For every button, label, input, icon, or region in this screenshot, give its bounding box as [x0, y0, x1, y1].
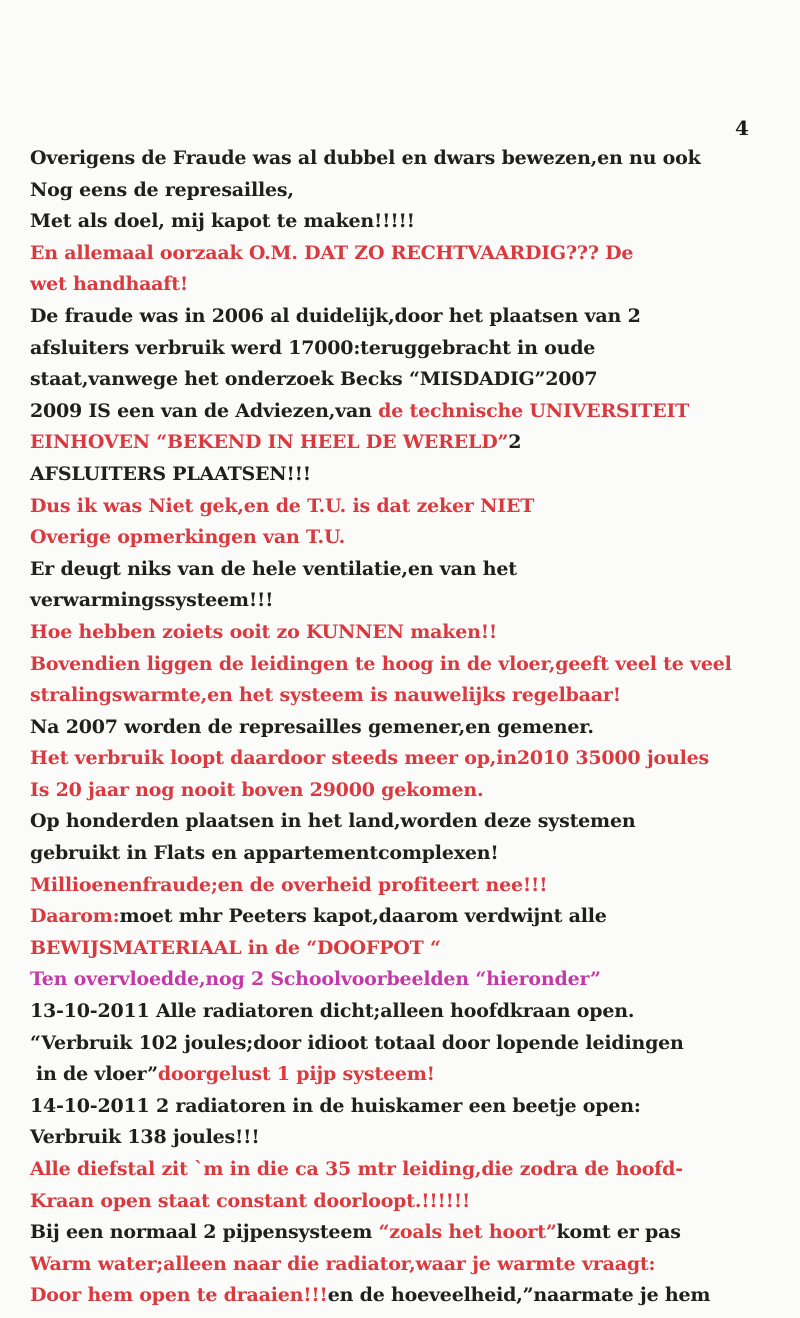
text-line — [30, 1028, 790, 1060]
text-line — [30, 1091, 790, 1123]
text-segment: Door hem open te draaien!!! — [30, 1284, 328, 1307]
text-line — [30, 143, 790, 175]
text-segment: Met als doel, mij kapot te maken!!!!! — [30, 210, 415, 233]
text-line — [30, 364, 790, 396]
text-segment: EINHOVEN “BEKEND IN HEEL DE WERELD” — [30, 431, 509, 454]
text-segment: Alle diefstal zit `m in die ca 35 mtr leiding,die zodra de hoofd- — [30, 1158, 683, 1180]
text-segment: Overige opmerkingen van T.U. — [30, 526, 345, 549]
text-line — [30, 1249, 790, 1281]
text-segment: Nog eens de represailles, — [30, 178, 294, 201]
text-line — [30, 933, 790, 965]
text-segment: BEWIJSMATERIAAL in de “DOOFPOT “ — [30, 936, 441, 959]
text-line — [30, 1280, 790, 1312]
text-segment: moet mhr Peeters kapot,daarom verdwijnt alle — [119, 905, 607, 928]
text-segment: komt er pas — [556, 1221, 681, 1244]
text-segment: Warm water;alleen naar die radiator,waar je warmte vraagt: — [30, 1252, 656, 1275]
text-segment: wet handhaaft! — [30, 273, 188, 296]
text-line — [30, 838, 790, 870]
text-line — [30, 743, 790, 775]
text-line — [30, 1217, 790, 1249]
text-segment: en de hoeveelheid,”naarmate je hem — [327, 1284, 711, 1307]
text-line — [30, 870, 790, 902]
text-segment: Ten overvloedde,nog 2 Schoolvoorbeelden “hieronder” — [30, 968, 601, 991]
page-number: 4 — [735, 116, 749, 140]
text-line — [30, 1059, 790, 1091]
text-segment: Het verbruik loopt daardoor steeds meer op,in2010 35000 joules — [30, 747, 710, 770]
text-segment: 13-10-2011 Alle radiatoren dicht;alleen hoofdkraan open. — [30, 1000, 635, 1023]
text-segment: Er deugt niks van de hele ventilatie,en van het — [30, 557, 517, 580]
text-line — [30, 238, 790, 270]
text-segment: 2 — [508, 431, 522, 454]
text-segment: Overigens de Fraude was al dubbel en dwars bewezen,en nu ook — [30, 147, 701, 169]
text-line — [30, 901, 790, 933]
text-line — [30, 964, 790, 996]
text-segment: Millioenenfraude;en de overheid profiteert nee!!! — [30, 873, 548, 896]
text-line — [30, 775, 790, 807]
text-segment: Na 2007 worden de represailles gemener,en gemener. — [30, 715, 594, 738]
text-line — [30, 712, 790, 744]
text-line — [30, 269, 790, 301]
text-line — [30, 554, 790, 586]
text-segment: staat,vanwege het onderzoek Becks “MISDADIG”2007 — [30, 368, 598, 391]
text-line — [30, 427, 790, 459]
text-segment: in de vloer” — [36, 1063, 158, 1086]
text-segment: stralingswarmte,en het systeem is nauwelijks regelbaar! — [30, 684, 621, 707]
text-line — [30, 1186, 790, 1218]
text-line — [30, 459, 790, 491]
text-line — [30, 806, 790, 838]
text-line — [30, 396, 790, 428]
text-line — [30, 1154, 790, 1186]
text-segment: Dus ik was Niet gek,en de T.U. is dat zeker NIET — [30, 494, 535, 517]
text-segment: 14-10-2011 2 radiatoren in de huiskamer een beetje open: — [30, 1094, 641, 1117]
text-segment: verwarmingssysteem!!! — [30, 589, 274, 612]
text-segment: “Verbruik 102 joules;door idioot totaal door lopende leidingen — [30, 1031, 684, 1054]
text-segment: En allemaal oorzaak O.M. DAT ZO RECHTVAARDIG??? De — [30, 241, 634, 264]
text-line — [30, 301, 790, 333]
text-segment: Kraan open staat constant doorloopt.!!!!!! — [30, 1189, 471, 1212]
text-segment: Bovendien liggen de leidingen te hoog in de vloer,geeft veel te veel — [30, 652, 732, 675]
text-segment: “zoals het hoort” — [378, 1221, 557, 1244]
text-segment: de technische UNIVERSITEIT — [378, 399, 690, 422]
text-segment: gebruikt in Flats en appartementcomplexen! — [30, 842, 499, 865]
text-segment: Bij een normaal 2 pijpensysteem — [30, 1221, 379, 1244]
text-segment: 2009 IS een van de Adviezen,van — [30, 399, 379, 422]
text-segment: De fraude was in 2006 al duidelijk,door het plaatsen van 2 — [30, 304, 641, 327]
text-line — [30, 333, 790, 365]
text-segment: Is 20 jaar nog nooit boven 29000 gekomen. — [30, 778, 484, 801]
text-line — [30, 1122, 790, 1154]
text-segment: Daarom: — [30, 905, 120, 928]
text-segment: doorgelust 1 pijp systeem! — [157, 1063, 435, 1086]
text-line — [30, 585, 790, 617]
text-line — [30, 175, 790, 207]
document-body — [30, 143, 790, 1312]
text-line — [30, 206, 790, 238]
text-line — [30, 491, 790, 523]
text-line — [30, 522, 790, 554]
text-line — [30, 680, 790, 712]
text-segment: AFSLUITERS PLAATSEN!!! — [30, 462, 311, 485]
text-segment: afsluiters verbruik werd 17000:teruggebracht in oude — [30, 336, 596, 359]
text-segment: Hoe hebben zoiets ooit zo KUNNEN maken!! — [30, 620, 497, 643]
text-line — [30, 649, 790, 681]
text-line — [30, 996, 790, 1028]
text-line — [30, 617, 790, 649]
text-segment: Verbruik 138 joules!!! — [30, 1126, 260, 1149]
text-segment: Op honderden plaatsen in het land,worden deze systemen — [30, 810, 636, 833]
